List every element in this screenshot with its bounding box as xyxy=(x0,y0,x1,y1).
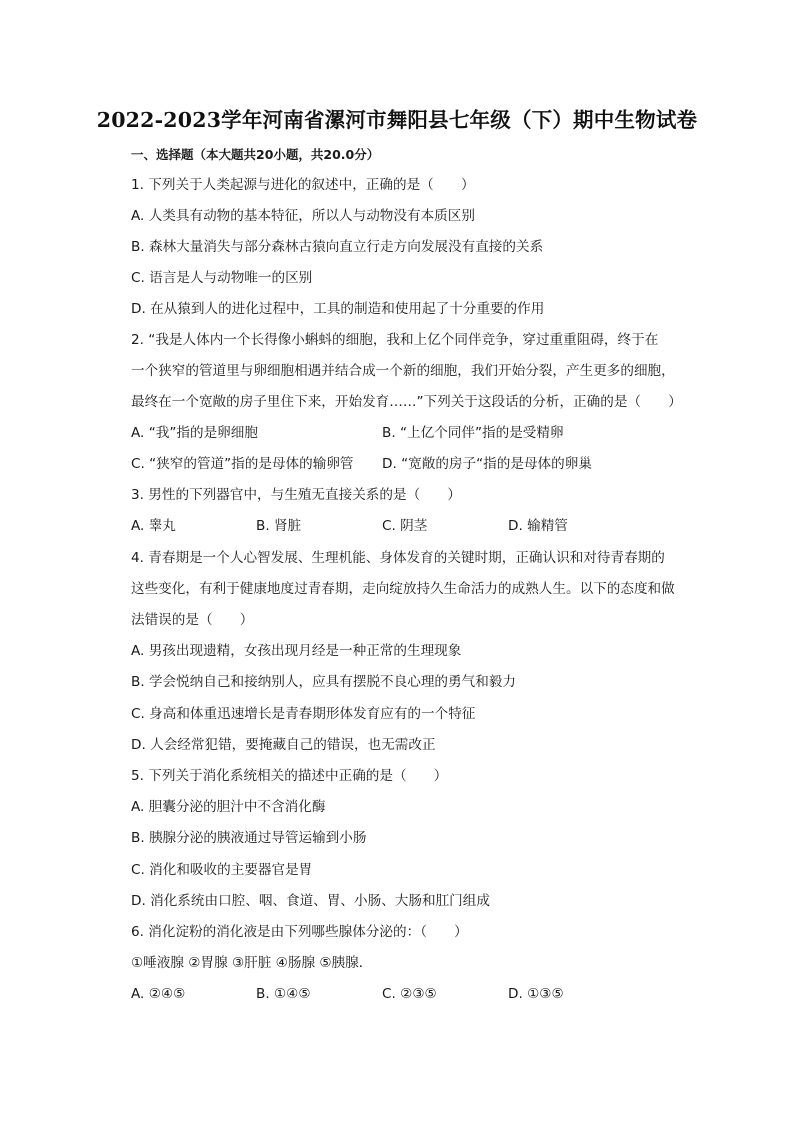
section-heading: 一、选择题（本大题共20小题，共20.0分） xyxy=(131,147,380,162)
question-3-option-a: A. 睾丸 xyxy=(131,518,176,534)
question-5-stem: 5. 下列关于消化系统相关的描述中正确的是（ ） xyxy=(131,768,448,784)
question-5-option-d: D. 消化系统由口腔、咽、食道、胃、小肠、大肠和肛门组成 xyxy=(131,893,490,909)
question-3-option-d: D. 输精管 xyxy=(508,518,568,534)
question-4-option-b: B. 学会悦纳自己和接纳别人，应具有摆脱不良心理的勇气和毅力 xyxy=(131,674,516,690)
question-2-option-c: C. “狭窄的管道”指的是母体的输卵管 xyxy=(131,456,354,472)
question-6-option-b: B. ①④⑤ xyxy=(256,986,311,1002)
question-1-option-a: A. 人类具有动物的基本特征，所以人与动物没有本质区别 xyxy=(131,208,475,224)
question-4-stem-line-3: 法错误的是（ ） xyxy=(131,612,254,628)
question-6-glands: ①唾液腺 ②胃腺 ③肝脏 ④肠腺 ⑤胰腺． xyxy=(131,955,373,971)
question-4-option-a: A. 男孩出现遗精，女孩出现月经是一种正常的生理现象 xyxy=(131,643,462,659)
question-6-option-a: A. ②④⑤ xyxy=(131,986,186,1002)
question-4-stem-line-2: 这些变化，有利于健康地度过青春期，走向绽放持久生命活力的成熟人生。以下的态度和做 xyxy=(131,581,675,597)
question-3-option-c: C. 阴茎 xyxy=(382,518,428,534)
question-6-option-c: C. ②③⑤ xyxy=(382,986,437,1002)
question-1-option-c: C. 语言是人与动物唯一的区别 xyxy=(131,270,313,286)
question-2-option-b: B. “上亿个同伴”指的是受精卵 xyxy=(382,425,564,441)
question-4-stem-line-1: 4. 青春期是一个人心智发展、生理机能、身体发育的关键时期，正确认识和对待青春期的 xyxy=(131,550,665,566)
question-2-stem-line-2: 一个狭窄的管道里与卵细胞相遇并结合成一个新的细胞，我们开始分裂，产生更多的细胞， xyxy=(131,363,675,379)
question-4-option-d: D. 人会经常犯错，要掩藏自己的错误，也无需改正 xyxy=(131,737,436,753)
question-3-option-b: B. 肾脏 xyxy=(256,518,302,534)
question-2-stem-line-3: 最终在一个宽敞的房子里住下来，开始发育……”下列关于这段话的分析，正确的是（ ） xyxy=(131,394,682,410)
question-6-stem: 6. 消化淀粉的消化液是由下列哪些腺体分泌的：（ ） xyxy=(131,924,468,940)
question-2-stem-line-1: 2. “我是人体内一个长得像小蝌蚪的细胞，我和上亿个同伴竞争，穿过重重阻碍，终于在 xyxy=(131,332,659,348)
question-2-option-d: D. “宽敞的房子“指的是母体的卵巢 xyxy=(382,456,592,472)
question-1-option-d: D. 在从猿到人的进化过程中，工具的制造和使用起了十分重要的作用 xyxy=(131,301,545,317)
question-4-option-c: C. 身高和体重迅速增长是青春期形体发育应有的一个特征 xyxy=(131,706,476,722)
page-title: 2022-2023学年河南省漯河市舞阳县七年级（下）期中生物试卷 xyxy=(96,108,698,132)
question-5-option-c: C. 消化和吸收的主要器官是胃 xyxy=(131,862,313,878)
question-5-option-a: A. 胆囊分泌的胆汁中不含消化酶 xyxy=(131,799,326,815)
question-5-option-b: B. 胰腺分泌的胰液通过导管运输到小肠 xyxy=(131,830,367,846)
question-1-stem: 1. 下列关于人类起源与进化的叙述中，正确的是（ ） xyxy=(131,177,475,193)
question-1-option-b: B. 森林大量消失与部分森林古猿向直立行走方向发展没有直接的关系 xyxy=(131,239,544,255)
question-2-option-a: A. “我”指的是卵细胞 xyxy=(131,425,258,441)
question-6-option-d: D. ①③⑤ xyxy=(508,986,564,1002)
question-3-stem: 3. 男性的下列器官中，与生殖无直接关系的是（ ） xyxy=(131,487,461,503)
